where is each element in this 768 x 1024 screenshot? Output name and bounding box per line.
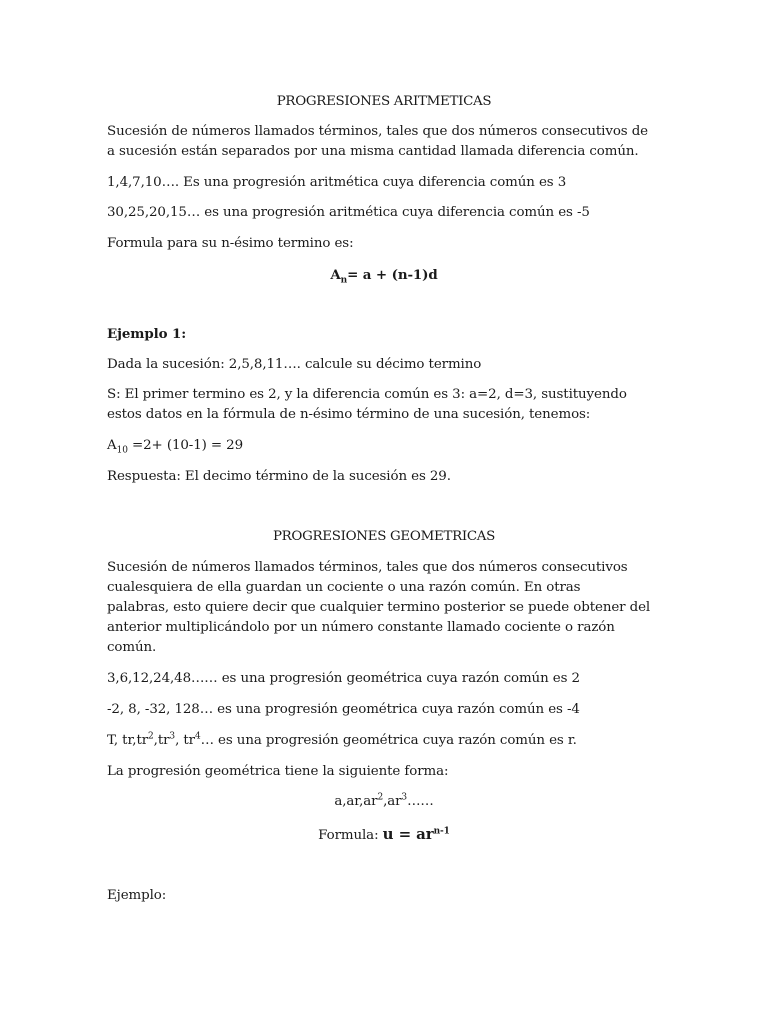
geom-ex-c-exp-1: 2 [148, 731, 154, 742]
geom-seq-part-3: …… [407, 794, 434, 809]
arith-formula-intro: Formula para su n-ésimo termino es: [107, 236, 354, 251]
geom-title: PROGRESIONES GEOMETRICAS [272, 529, 496, 544]
example1-calculation [107, 436, 243, 456]
geom-definition-line-2: cualesquiera de ella guardan un cociente o una razón común. En otras [107, 580, 581, 595]
example1-calc-rest: =2+ (10-1) = 29 [127, 438, 244, 453]
arith-formula [0, 265, 768, 285]
geom-definition-line-1: Sucesión de números llamados términos, tales que dos números consecutivos [107, 560, 628, 575]
geom-formula-exponent: n-1 [433, 826, 450, 837]
geom-seq-part-1: a,ar,ar [334, 794, 378, 809]
example1-given: Dada la sucesión: 2,5,8,11…. calcule su décimo termino [107, 357, 482, 372]
arith-title: PROGRESIONES ARITMETICAS [276, 94, 492, 109]
example1-calc-sub: 10 [116, 445, 128, 456]
geom-example-b: -2, 8, -32, 128… es una progresión geométrica cuya razón común es -4 [107, 702, 580, 717]
geom-ex-c-part-4: … es una progresión geométrica cuya razón común es r. [200, 733, 577, 748]
geom-example-label: Ejemplo: [107, 888, 167, 903]
geom-ex-c-part-2: ,tr [153, 733, 170, 748]
arith-definition-line-2: a sucesión están separados por una misma cantidad llamada diferencia común. [107, 144, 639, 159]
example1-solution-line-1: S: El primer termino es 2, y la diferencia común es 3: a=2, d=3, sustituyendo [107, 387, 627, 402]
example1-title: Ejemplo 1: [107, 326, 187, 342]
example1-calc-base: A [107, 438, 117, 453]
arith-formula-base: A [330, 267, 341, 283]
geom-formula [0, 824, 768, 846]
arith-formula-rest: = a + (n-1)d [347, 267, 438, 283]
geom-ex-c-part-3: , tr [175, 733, 195, 748]
geom-form-sequence [0, 792, 768, 812]
arith-formula-sub: n [340, 275, 348, 286]
geom-definition-line-5: común. [107, 640, 157, 655]
geom-formula-main: u = ar [382, 825, 434, 843]
geom-definition-line-4: anterior multiplicándolo por un número constante llamado cociente o razón [107, 620, 615, 635]
geom-form-intro: La progresión geométrica tiene la siguiente forma: [107, 764, 449, 779]
arith-example-a: 1,4,7,10…. Es una progresión aritmética cuya diferencia común es 3 [107, 175, 567, 190]
arith-definition-line-1: Sucesión de números llamados términos, tales que dos números consecutivos de [107, 124, 649, 139]
arith-example-b: 30,25,20,15… es una progresión aritmética cuya diferencia común es -5 [107, 205, 590, 220]
geom-definition-line-3: palabras, esto quiere decir que cualquier termino posterior se puede obtener del [107, 600, 651, 615]
example1-solution-line-2: estos datos en la fórmula de n-ésimo término de una sucesión, tenemos: [107, 407, 591, 422]
example1-answer: Respuesta: El decimo término de la sucesión es 29. [107, 469, 451, 484]
geom-seq-part-2: ,ar [383, 794, 402, 809]
geom-example-a: 3,6,12,24,48…… es una progresión geométrica cuya razón común es 2 [107, 671, 580, 686]
geom-ex-c-exp-3: 4 [194, 731, 201, 742]
geom-example-c [107, 731, 577, 751]
geom-seq-exp-1: 2 [377, 792, 384, 803]
geom-ex-c-part-1: T, tr,tr [107, 733, 149, 748]
geom-formula-label: Formula: [318, 828, 383, 843]
geom-seq-exp-2: 3 [401, 792, 408, 803]
geom-ex-c-exp-2: 3 [169, 731, 176, 742]
